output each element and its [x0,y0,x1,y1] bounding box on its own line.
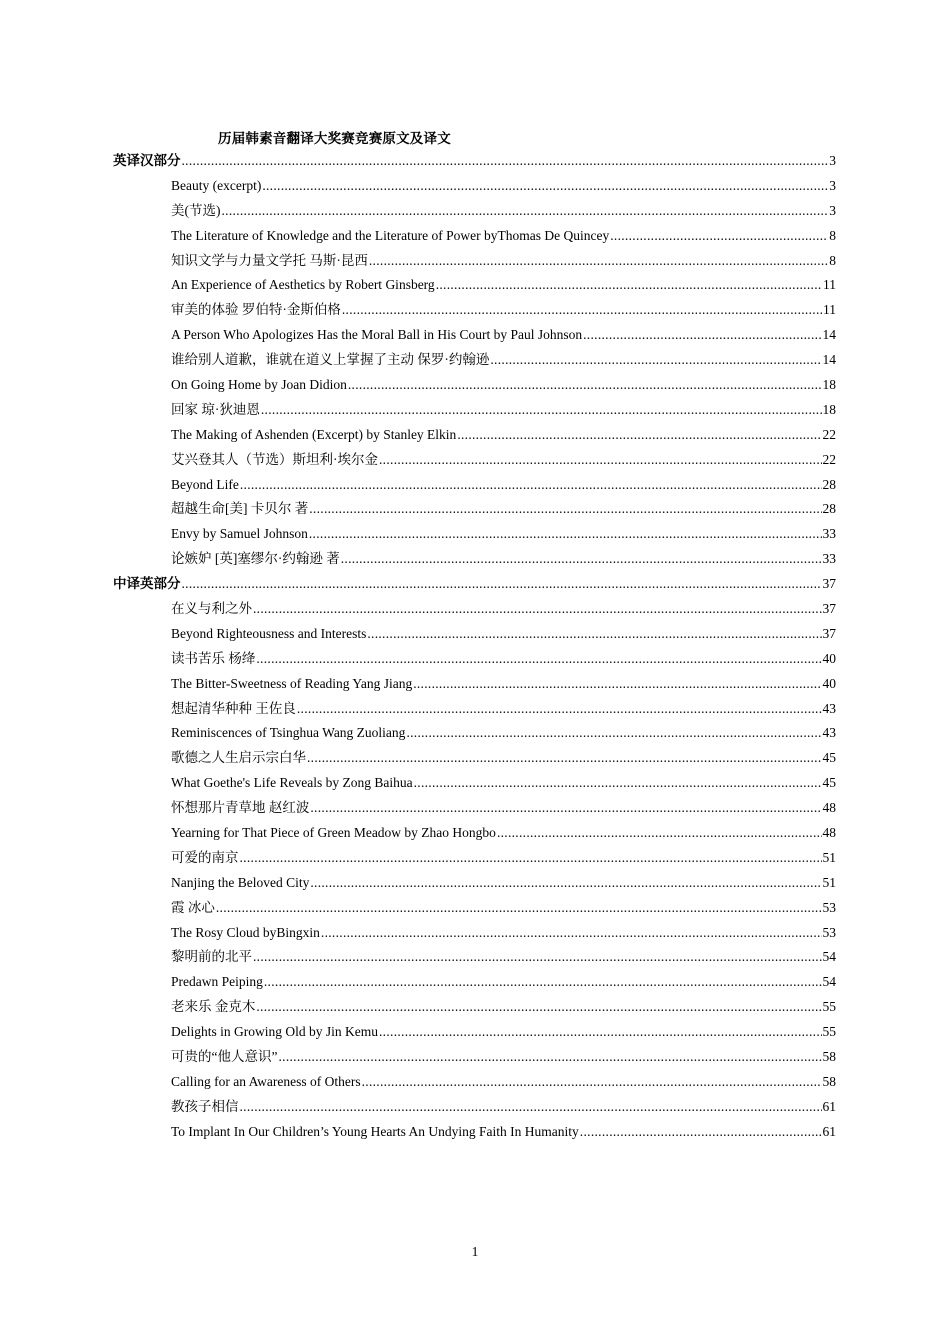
dot-leader [341,547,822,572]
dot-leader [457,423,821,448]
toc-entry-page: 11 [823,302,836,318]
toc-entry-label: Yearning for That Piece of Green Meadow by Zhao Hongbo [171,825,496,841]
dot-leader [369,249,828,274]
toc-entry-page: 18 [822,377,836,392]
toc-entry[interactable] [113,622,836,647]
page-number: 1 [471,1244,479,1259]
toc-entry-label: 霞 冰心 [171,899,215,915]
toc-entry-page: 40 [822,675,836,691]
dot-leader [262,174,828,199]
toc-entry-page: 43 [822,700,836,716]
toc-entry-label: The Rosy Cloud byBingxin [171,924,320,940]
dot-leader [414,771,822,796]
toc-entry[interactable] [113,896,836,921]
dot-leader [379,448,822,473]
toc-entry-page: 22 [822,426,836,442]
toc-entry-label: 英译汉部分 [113,152,181,168]
toc-entry[interactable] [113,199,836,224]
toc-entry-page: 8 [829,227,836,243]
dot-leader [583,323,821,348]
dot-leader [261,398,822,423]
toc-entry-label: 可爱的南京 [171,849,239,865]
toc-entry[interactable] [113,522,836,547]
toc-entry-page: 40 [822,650,836,666]
dot-leader [321,921,822,946]
toc-entry-page: 55 [822,1024,836,1040]
toc-entry-label: 超越生命[美] 卡贝尔 著 [171,501,309,517]
toc-entry-label: 想起清华种种 王佐良 [171,700,296,716]
toc-entry[interactable] [113,746,836,771]
toc-entry-label: Beauty (excerpt) [171,177,262,193]
toc-entry[interactable] [113,1070,836,1095]
dot-leader [610,224,828,249]
toc-entry[interactable] [113,1045,836,1070]
toc-entry[interactable] [113,423,836,448]
toc-entry[interactable] [113,921,836,946]
toc-entry-page: 11 [823,277,836,293]
toc-entry[interactable] [113,298,836,323]
toc-entry-page: 14 [822,327,836,343]
toc-entry-label: On Going Home by Joan Didion [171,377,347,392]
toc-entry-page: 51 [822,849,836,865]
toc-entry-page: 58 [822,1073,836,1089]
toc-entry-page: 53 [822,899,836,915]
toc-entry-label: 审美的体验 罗伯特·金斯伯格 [171,302,341,318]
toc-entry-label: 艾兴登其人（节选）斯坦利·埃尔金 [171,451,378,467]
toc-entry[interactable] [113,323,836,348]
table-of-contents [113,149,836,1145]
dot-leader [436,273,822,298]
dot-leader [253,597,822,622]
toc-entry-label: What Goethe's Life Reveals by Zong Baihua [171,775,413,791]
toc-entry-page: 54 [822,949,836,965]
toc-entry-label: 读书苦乐 杨绛 [171,650,256,666]
toc-entry-page: 43 [822,725,836,741]
toc-entry-label: 论嫉妒 [英]塞缪尔·约翰逊 著 [171,551,340,567]
toc-entry-page: 48 [822,825,836,841]
dot-leader [264,970,822,995]
toc-entry[interactable] [113,547,836,572]
toc-entry-label: 怀想那片青草地 赵红波 [171,800,310,816]
toc-entry-page: 14 [822,352,836,368]
toc-entry[interactable] [113,373,836,398]
toc-entry-label: 谁给别人道歉，谁就在道义上掌握了主动 保罗·约翰逊 [171,352,490,368]
toc-entry[interactable] [113,846,836,871]
toc-entry-label: Reminiscences of Tsinghua Wang Zuoliang [171,725,406,741]
toc-entry-label: The Making of Ashenden (Excerpt) by Stanley Elkin [171,426,457,442]
toc-entry[interactable] [113,1120,836,1145]
dot-leader [256,647,821,672]
dot-leader [278,1045,821,1070]
toc-entry[interactable] [113,448,836,473]
toc-entry-page: 58 [822,1049,836,1065]
toc-entry[interactable] [113,473,836,498]
toc-entry[interactable] [113,597,836,622]
toc-entry-page: 45 [822,750,836,766]
toc-entry[interactable] [113,796,836,821]
toc-entry-label: 中译英部分 [113,576,181,592]
toc-entry[interactable] [113,647,836,672]
dot-leader [240,1095,822,1120]
toc-entry-label: Predawn Peiping [171,974,263,990]
dot-leader [342,298,822,323]
toc-entry[interactable] [113,821,836,846]
dot-leader [253,945,822,970]
toc-entry[interactable] [113,273,836,298]
toc-entry-page: 28 [822,476,836,492]
toc-entry-label: Beyond Life [171,476,239,492]
dot-leader [256,995,821,1020]
toc-entry-label: Delights in Growing Old by Jin Kemu [171,1024,378,1040]
dot-leader [222,199,829,224]
toc-entry-page: 3 [829,177,836,193]
dot-leader [310,871,821,896]
toc-entry-page: 51 [822,874,836,890]
toc-entry-page: 22 [822,451,836,467]
toc-entry-page: 33 [822,526,836,542]
dot-leader [497,821,822,846]
dot-leader [240,846,822,871]
toc-entry[interactable] [113,1095,836,1120]
toc-entry-page: 37 [822,625,836,641]
toc-entry[interactable] [113,697,836,722]
toc-entry-page: 61 [822,1123,836,1139]
toc-entry-page: 37 [822,601,836,617]
dot-leader [348,373,822,398]
toc-entry-label: To Implant In Our Children’s Young Hearts An Undying Faith In Humanity [171,1123,579,1139]
toc-section-entry[interactable] [113,149,836,174]
toc-entry-page: 48 [822,800,836,816]
dot-leader [182,149,829,174]
toc-entry-label: The Literature of Knowledge and the Literature of Power byThomas De Quincey [171,227,610,243]
toc-entry-page: 37 [822,576,836,592]
dot-leader [362,1070,822,1095]
dot-leader [490,348,821,373]
toc-entry-label: 在义与利之外 [171,601,252,617]
toc-entry-page: 33 [822,551,836,567]
toc-entry[interactable] [113,672,836,697]
toc-entry-label: 回家 琼·狄迪恩 [171,401,260,417]
dot-leader [379,1020,822,1045]
toc-entry-page: 3 [829,202,836,218]
toc-entry[interactable] [113,174,836,199]
toc-entry-page: 18 [822,401,836,417]
toc-entry[interactable] [113,497,836,522]
dot-leader [182,572,822,597]
dot-leader [413,672,821,697]
toc-entry-label: A Person Who Apologizes Has the Moral Ball in His Court by Paul Johnson [171,327,583,343]
toc-entry-label: Nanjing the Beloved City [171,874,310,890]
toc-entry-page: 53 [822,924,836,940]
toc-entry-page: 54 [822,974,836,990]
toc-entry-page: 3 [829,152,836,168]
dot-leader [216,896,822,921]
toc-entry-page: 8 [829,252,836,268]
toc-entry-page: 45 [822,775,836,791]
toc-entry-label: 教孩子相信 [171,1098,239,1114]
toc-entry[interactable] [113,771,836,796]
toc-entry[interactable] [113,224,836,249]
toc-entry[interactable] [113,871,836,896]
toc-entry-label: An Experience of Aesthetics by Robert Ginsberg [171,277,435,293]
dot-leader [406,721,821,746]
dot-leader [310,796,821,821]
toc-entry-label: The Bitter-Sweetness of Reading Yang Jiang [171,675,413,691]
toc-entry[interactable] [113,1020,836,1045]
toc-entry-label: 知识文学与力量文学托 马斯·昆西 [171,252,368,268]
toc-section-entry[interactable] [113,572,836,597]
toc-entry-label: 歌德之人生启示宗白华 [171,750,306,766]
toc-entry-label: Beyond Righteousness and Interests [171,625,367,641]
dot-leader [307,746,822,771]
toc-entry-label: 美(节选) [171,202,221,218]
document-title: 历届韩素音翻译大奖赛竞赛原文及译文 [218,131,451,146]
toc-entry-page: 61 [822,1098,836,1114]
dot-leader [309,522,822,547]
toc-entry[interactable] [113,721,836,746]
toc-entry[interactable] [113,249,836,274]
toc-entry-label: 可贵的“他人意识” [171,1049,278,1065]
toc-entry-label: 老来乐 金克木 [171,999,256,1015]
toc-entry-label: 黎明前的北平 [171,949,252,965]
dot-leader [367,622,821,647]
toc-entry-label: Calling for an Awareness of Others [171,1073,361,1089]
toc-entry[interactable] [113,398,836,423]
toc-entry-page: 28 [822,501,836,517]
toc-entry[interactable] [113,348,836,373]
dot-leader [240,473,822,498]
toc-entry[interactable] [113,995,836,1020]
toc-entry[interactable] [113,970,836,995]
dot-leader [580,1120,822,1145]
dot-leader [297,697,822,722]
toc-entry[interactable] [113,946,836,971]
toc-entry-page: 55 [822,999,836,1015]
toc-entry-label: Envy by Samuel Johnson [171,526,308,542]
dot-leader [309,497,821,522]
